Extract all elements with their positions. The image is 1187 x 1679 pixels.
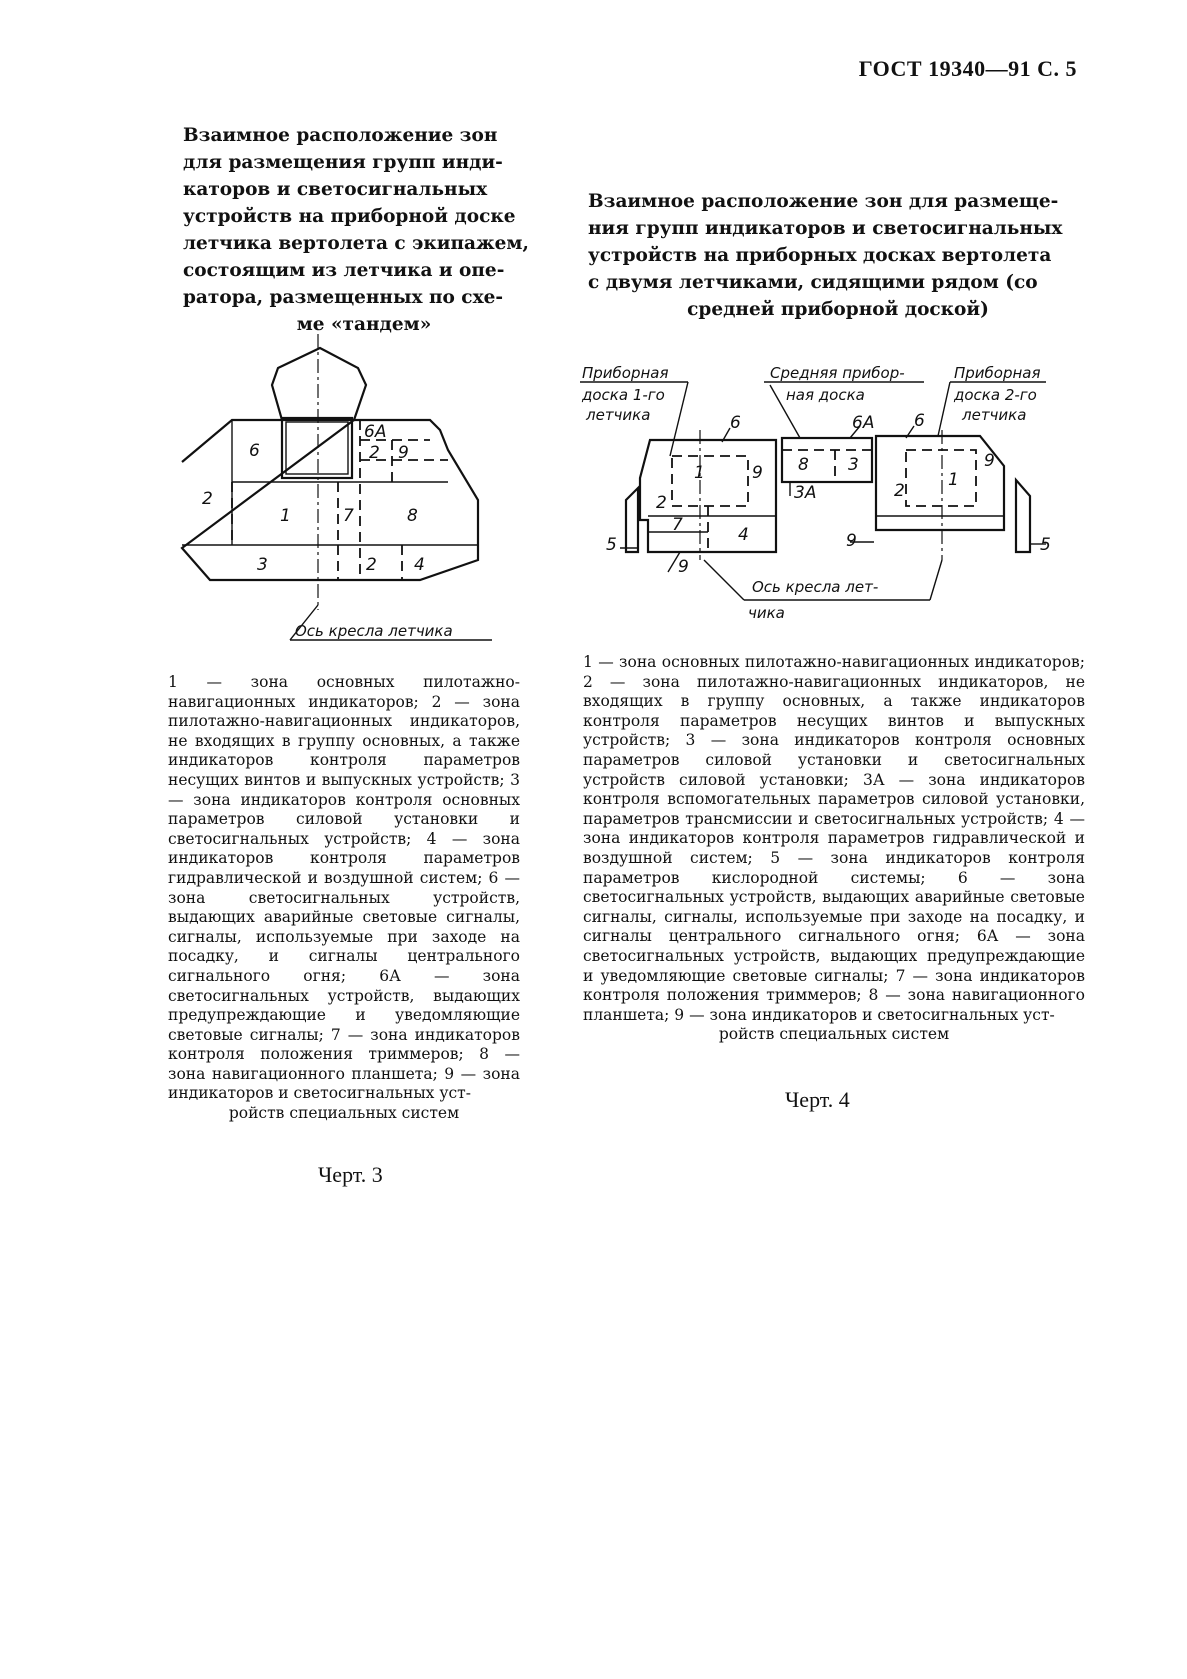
zone-label-6a: 6A xyxy=(852,413,875,433)
zone-label-2: 2 xyxy=(202,489,213,509)
title-line: ме «тандем» xyxy=(296,314,432,335)
title-line: летчика вертолета с экипажем, xyxy=(183,233,529,254)
zone-label-2: 2 xyxy=(369,443,380,463)
title-line: ния групп индикаторов и светосигнальных xyxy=(588,218,1063,239)
legend-tail: ройств специальных систем xyxy=(228,1104,460,1123)
zone-label-4: 4 xyxy=(738,525,749,545)
zone-label-9: 9 xyxy=(398,443,409,463)
middle-panel-label: Средняя прибор- xyxy=(770,364,905,382)
zone-label-9: 9 xyxy=(846,531,857,551)
title-line: Взаимное расположение зон xyxy=(183,125,498,146)
title-line: ратора, размещенных по схе- xyxy=(183,287,504,308)
panel1-label: летчика xyxy=(586,406,651,424)
zone-label-2: 2 xyxy=(366,555,377,575)
zone-label-9: 9 xyxy=(984,451,995,471)
panel2-label: Приборная xyxy=(954,364,1041,382)
title-line: состоящим из летчика и опе- xyxy=(183,260,505,281)
title-line: устройств на приборных досках вертолета xyxy=(588,245,1052,266)
title-line: для размещения групп инди- xyxy=(183,152,503,173)
panel2-label: летчика xyxy=(962,406,1027,424)
legend-text: 1 — зона основных пилотажно-навигационных индикаторов; 2 — зона пилотажно-навигационных индикаторов, не входящих в группу основных, а также индикаторов контроля параметров несущих винтов и выпускных устройств; 3 — зона индикаторов контроля основных параметров силовой установки и светосигнальных устройств; 4 — зона индикаторов контроля параметров гидравлической и воздушной систем; 6 — зона светосигнальных устройств, выдающих аварийные световые сигналы, сигналы, используемые при заходе на посадку, и сигналы центрального сигнального огня; 6А — зона светосигнальных устройств, выдающих предупреждающие и уведомляющие световые сигналы; 7 — зона индикаторов контроля положения триммеров; 8 — зона навигационного планшета; 9 — зона индикаторов и светосигнальных уст- xyxy=(168,673,520,1103)
title-line: средней приборной доской) xyxy=(687,299,989,320)
axis-label: Ось кресла лет- xyxy=(752,578,879,596)
zone-label-9: 9 xyxy=(678,557,689,577)
title-line: Взаимное расположение зон для размеще- xyxy=(588,191,1059,212)
panel1-label: доска 1-го xyxy=(582,386,665,404)
title-line: с двумя летчиками, сидящими рядом (со xyxy=(588,272,1038,293)
zone-label-5: 5 xyxy=(1040,535,1051,555)
zone-label-1: 1 xyxy=(948,470,959,490)
title-line: каторов и светосигнальных xyxy=(183,179,488,200)
figure3-caption: Черт. 3 xyxy=(318,1162,383,1187)
panel1-label: Приборная xyxy=(582,364,669,382)
axis-label: Ось кресла летчика xyxy=(295,622,453,640)
figure4-caption: Черт. 4 xyxy=(785,1087,850,1112)
zone-label-3: 3 xyxy=(848,455,859,475)
zone-label-6: 6 xyxy=(914,411,925,431)
zone-label-6a: 6A xyxy=(364,422,387,442)
middle-panel-label: ная доска xyxy=(786,386,865,404)
legend-text: 1 — зона основных пилотажно-навигационных индикаторов; 2 — зона пилотажно-навигационных индикаторов, не входящих в группу основных, а также индикаторов контроля параметров несущих винтов и выпускных устройств; 3 — зона индикаторов контроля основных параметров силовой установки и светосигнальных устройств силовой установки; 3А — зона индикаторов контроля вспомогательных параметров силовой установки, параметров трансмиссии и светосигнальных устройств; 4 — зона индикаторов контроля параметров гидравлической и воздушной систем; 5 — зона индикаторов контроля параметров кислородной системы; 6 — зона светосигнальных устройств, выдающих аварийные световые сигналы, сигналы, используемые при заходе на посадку, и сигналы центрального сигнального огня; 6А — зона светосигнальных устройств, выдающих предупреждающие и уведомляющие световые сигналы; 7 — зона индикаторов контроля положения триммеров; 8 — зона навигационного планшета; 9 — зона индикаторов и светосигнальных уст- xyxy=(583,653,1085,1024)
title-line: устройств на приборной доске xyxy=(183,206,516,227)
zone-label-1: 1 xyxy=(280,506,291,526)
legend-tail: ройств специальных систем xyxy=(718,1025,950,1044)
page-header: ГОСТ 19340—91 С. 5 xyxy=(858,56,1077,81)
zone-label-6: 6 xyxy=(730,413,741,433)
panel2-label: доска 2-го xyxy=(954,386,1037,404)
zone-label-3: 3 xyxy=(257,555,268,575)
zone-label-5: 5 xyxy=(606,535,617,555)
zone-label-7: 7 xyxy=(672,515,683,535)
zone-label-2: 2 xyxy=(656,493,667,513)
zone-label-8: 8 xyxy=(798,455,809,475)
axis-label: чика xyxy=(748,604,785,622)
zone-label-3a: 3A xyxy=(794,483,817,503)
zone-label-6: 6 xyxy=(249,441,260,461)
figure3-title xyxy=(183,122,545,338)
figure3-legend xyxy=(168,673,520,1124)
zone-label-7: 7 xyxy=(343,506,354,526)
zone-label-4: 4 xyxy=(414,555,425,575)
zone-label-1: 1 xyxy=(694,463,705,483)
zone-label-2: 2 xyxy=(894,481,905,501)
figure4-legend xyxy=(583,653,1085,1045)
zone-label-9: 9 xyxy=(752,463,763,483)
figure4-title xyxy=(588,188,1088,323)
zone-label-8: 8 xyxy=(407,506,418,526)
